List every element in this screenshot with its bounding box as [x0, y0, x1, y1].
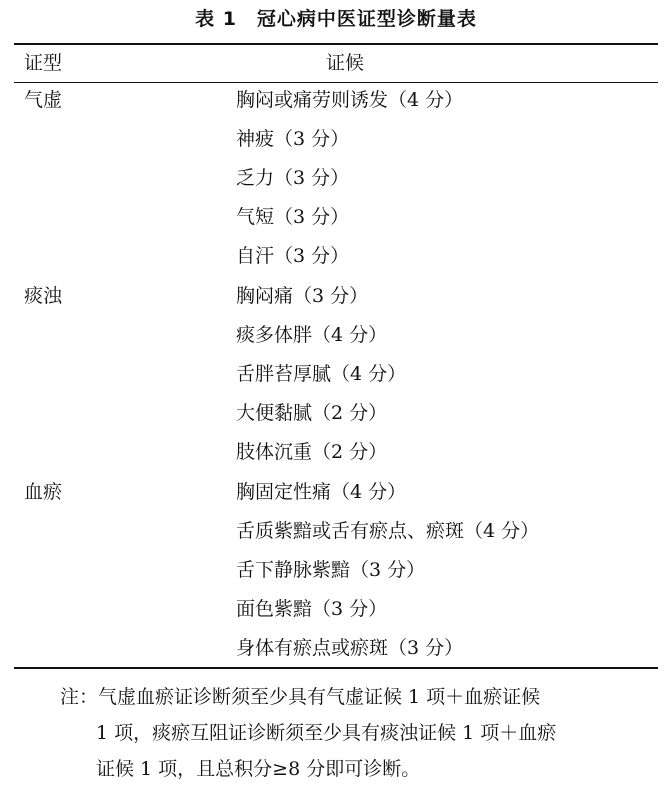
symptom-item: 气短（3 分） — [236, 206, 350, 228]
table-title: 表 1 冠心病中医证型诊断量表 — [195, 8, 477, 30]
symptom-item: 舌质紫黯或舌有瘀点、瘀斑（4 分） — [236, 520, 540, 542]
symptom-item: 胸固定性痛（4 分） — [236, 481, 407, 503]
note-line: 证候 1 项，且总积分≥8 分即可诊断。 — [96, 758, 421, 780]
note-line: 1 项，痰瘀互阻证诊断须至少具有痰浊证候 1 项＋血瘀 — [96, 722, 557, 744]
symptom-item: 面色紫黯（3 分） — [236, 598, 388, 620]
note-line: 注：气虚血瘀证诊断须至少具有气虚证候 1 项＋血瘀证候 — [60, 686, 541, 708]
table-note — [60, 679, 660, 787]
symptom-item: 舌下静脉紫黯（3 分） — [236, 559, 426, 581]
symptom-item: 乏力（3 分） — [236, 167, 350, 189]
symptom-item: 痰多体胖（4 分） — [236, 324, 388, 346]
group-label-tanzhuo: 痰浊 — [24, 285, 63, 307]
bottom-rule — [14, 667, 658, 669]
group-label-xueyu: 血瘀 — [24, 481, 63, 503]
symptom-item: 神疲（3 分） — [236, 128, 350, 150]
symptom-item: 胸闷痛（3 分） — [236, 285, 369, 307]
symptom-item: 舌胖苔厚腻（4 分） — [236, 363, 407, 385]
header-symptoms: 证候 — [325, 52, 364, 74]
header-rule — [14, 82, 658, 83]
symptom-item: 肢体沉重（2 分） — [236, 441, 388, 463]
symptom-item: 大便黏腻（2 分） — [236, 402, 388, 424]
symptom-item: 自汗（3 分） — [236, 245, 350, 267]
group-label-qixu: 气虚 — [24, 89, 63, 111]
header-syndrome: 证型 — [24, 52, 63, 74]
symptom-item: 胸闷或痛劳则诱发（4 分） — [236, 89, 464, 111]
symptom-item: 身体有瘀点或瘀斑（3 分） — [236, 637, 464, 659]
top-rule — [14, 43, 658, 45]
